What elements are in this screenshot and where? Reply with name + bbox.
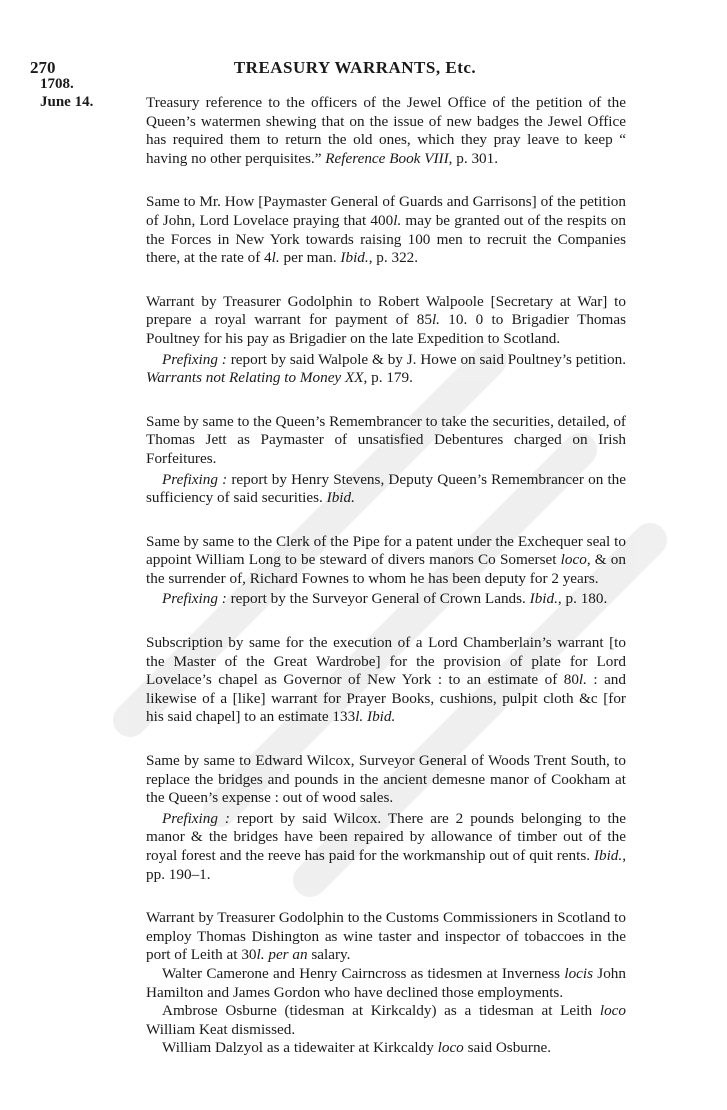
entry-paragraph: Same by same to the Queen’s Remembrancer to take the securities, detailed, of Thomas Jett as Paymaster of unsatisfied Debentures charged on Irish Forfeitures. bbox=[146, 412, 626, 467]
entry-paragraph: Warrant by Treasurer Godolphin to Robert Walpoole [Secretary at War] to prepare a royal warrant for payment of 85l. 10. 0 to Brigadier Thomas Poultney for his pay as Brigadier on the late Expedition to Scotland. bbox=[146, 292, 626, 347]
reference-citation: Ibid. bbox=[340, 249, 369, 267]
entry-paragraph: Subscription by same for the execution of a Lord Chamberlain’s warrant [to the Master of the Great Wardrobe] for the provision of plate for Lord Lovelace’s chapel as Governor of New York : to an estimate of 80l. : and likewise of a [like] warrant for Prayer Books, cushions, pulpit cloth &c [for his said chapel] to an estimate 133l. Ibid. bbox=[146, 634, 626, 726]
reference-citation: Reference Book VIII bbox=[325, 149, 449, 167]
entry-paragraph: Same to Mr. How [Paymaster General of Guards and Garrisons] of the petition of John, Lord Lovelace praying that 400l. may be granted out of the respits on the Forces in New York towards raising 100 men to recruit the Companies there, at the rate of 4l. per man. Ibid., p. 322. bbox=[146, 193, 626, 267]
entry bbox=[146, 94, 626, 168]
entry-paragraph: Same by same to Edward Wilcox, Surveyor General of Woods Trent South, to replace the bridges and pounds in the ancient demesne manor of Cookham at the Queen’s expense : out of wood sales. bbox=[146, 752, 626, 807]
margin-date: June 14. bbox=[40, 94, 94, 110]
page-number: 270 bbox=[30, 58, 56, 77]
entry-paragraph: Warrant by Treasurer Godolphin to the Customs Commissioners in Scotland to employ Thomas Dishington as wine taster and inspector of tobaccoes in the port of Leith at 30l. per an salary. bbox=[146, 909, 626, 964]
prefixing-note: Prefixing : report by said Walpole & by J. Howe on said Poultney’s petition. Warrants not Relating to Money XX, p. 179. bbox=[146, 350, 626, 387]
reference-citation: Warrants not Relating to Money XX bbox=[146, 369, 364, 387]
entry bbox=[146, 193, 626, 267]
reference-citation: Ibid. bbox=[326, 489, 355, 507]
entry-paragraph: Same by same to the Clerk of the Pipe for a patent under the Exchequer seal to appoint William Long to be steward of divers manors Co Somerset loco, & on the surrender of, Richard Fownes to whom he has been deputy for 2 years. bbox=[146, 532, 626, 587]
entry bbox=[146, 413, 626, 508]
reference-citation: Ibid. bbox=[367, 708, 396, 726]
entry-subparagraph: William Dalzyol as a tidewaiter at Kirkcaldy loco said Osburne. bbox=[162, 1039, 552, 1057]
margin-year: 1708. bbox=[40, 76, 74, 92]
reference-citation: Ibid. bbox=[529, 590, 558, 608]
prefixing-note: Prefixing : report by said Wilcox. There are 2 pounds belonging to the manor & the bridges have been repaired by allowance of timber out of the royal forest and the reeve has paid for the workmanship out of quit rents. Ibid., pp. 190–1. bbox=[146, 809, 626, 883]
reference-citation: Ibid. bbox=[593, 847, 623, 864]
document-body bbox=[146, 94, 626, 1058]
entry bbox=[146, 909, 626, 1058]
prefixing-note: Prefixing : report by the Surveyor General of Crown Lands. Ibid., p. 180. bbox=[162, 590, 608, 608]
prefixing-note: Prefixing : report by Henry Stevens, Deputy Queen’s Remembrancer on the sufficiency of said securities. Ibid. bbox=[146, 470, 626, 507]
entry-subparagraph: Ambrose Osburne (tidesman at Kirkcaldy) as a tidesman at Leith loco William Keat dismissed. bbox=[146, 1002, 626, 1038]
entry bbox=[146, 533, 626, 609]
page-header bbox=[30, 58, 680, 82]
running-title: TREASURY WARRANTS, Etc. bbox=[233, 58, 477, 77]
entry bbox=[146, 293, 626, 388]
entry-paragraph: Treasury reference to the officers of the Jewel Office of the petition of the Queen’s watermen shewing that on the issue of new badges the Jewel Office has required them to return the old ones, which they pray leave to keep “ having no other perquisites.” Reference Book VIII, p. 301. bbox=[146, 94, 626, 167]
entry-subparagraph: Walter Camerone and Henry Cairncross as tidesmen at Inverness locis John Hamilton and James Gordon who have declined those employments. bbox=[146, 964, 626, 1001]
entry bbox=[146, 634, 626, 727]
entry bbox=[146, 752, 626, 884]
